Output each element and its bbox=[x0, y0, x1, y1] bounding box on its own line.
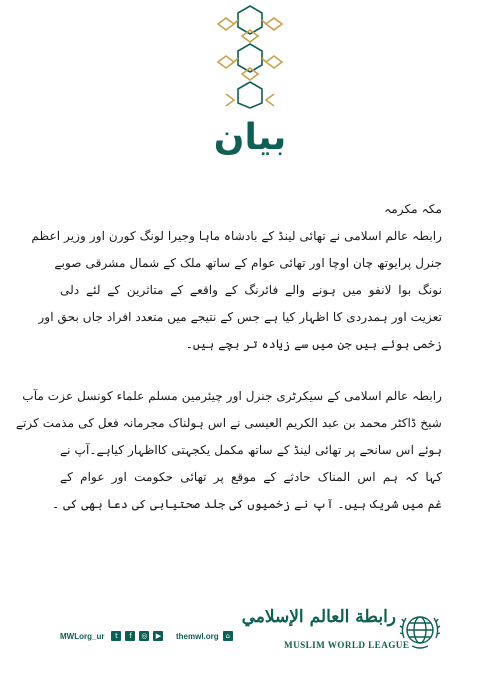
geometric-ornament-icon bbox=[214, 0, 286, 108]
paragraph-2-line: رابطہ عالم اسلامی کے سیکرٹری جنرل اور چیئرمین مسلم علماء کونسل عزت مآب bbox=[22, 389, 442, 403]
paragraph-spacer bbox=[60, 358, 442, 383]
social-handle[interactable]: MWLorg_ur bbox=[60, 631, 105, 641]
paragraph-2-line: کہا کہ ہم اس المناک حادثے کے موقع پر تھائی حکومت اور عوام کے bbox=[60, 470, 442, 484]
facebook-icon[interactable]: f bbox=[125, 631, 135, 641]
paragraph-1-line: جنرل پرایوتھ چان اوچا اور تھائی عوام کے ساتھ ملک کے شمال مشرقی صوبے bbox=[54, 256, 442, 270]
paragraph-2-line: شیخ ڈاکٹر محمد بن عبد الکریم العیسی نے اس ہولناک مجرمانہ فعل کی مذمت کرتے bbox=[15, 416, 442, 430]
home-icon: ⌂ bbox=[223, 631, 233, 641]
social-links bbox=[60, 631, 163, 641]
paragraph-2-line: غم میں شریک ہیں۔ آپ نے زخمیوں کی جلد صحتیابی کی دعا بھی کی ۔ bbox=[52, 497, 442, 511]
paragraph-1-line: زخمی ہوئے ہیں جن میں سے زیادہ تر بچے ہیں۔ bbox=[185, 337, 442, 351]
paragraph-2-line: ہوئے اس سانحے پر تھائی لینڈ کے ساتھ مکمل یکجہتی کااظہار کیاہے۔آپ نے bbox=[60, 443, 442, 457]
mwl-emblem-icon bbox=[398, 608, 442, 652]
footer bbox=[0, 590, 500, 680]
twitter-icon[interactable]: t bbox=[111, 631, 121, 641]
logo-arabic-text: رابطة العالم الإسلامي bbox=[241, 607, 396, 627]
page-title: بیان bbox=[213, 117, 287, 158]
paragraph-1-line: تعزیت اور ہمدردی کا اظہار کیا ہے جس کے نتیجے میں متعدد افراد جاں بحق اور bbox=[38, 310, 442, 324]
paragraph-1-line: نونگ بوا لانفو میں ہونے والے فائرنگ کے واقعے کے متاثرین کے لئے دلی bbox=[60, 283, 442, 297]
website-link[interactable] bbox=[176, 631, 233, 641]
logo-english-text: MUSLIM WORLD LEAGUE bbox=[284, 640, 410, 650]
dateline: مکہ مکرمہ bbox=[384, 202, 442, 216]
website-text: themwl.org bbox=[176, 631, 219, 641]
instagram-icon[interactable]: ◎ bbox=[141, 632, 148, 640]
statement-body bbox=[15, 196, 442, 518]
youtube-icon[interactable]: ▶ bbox=[153, 631, 163, 641]
paragraph-1-line: رابطہ عالم اسلامی نے تھائی لینڈ کے بادشاہ ماہا وجیرا لونگ کورن اور وزیر اعظم bbox=[31, 229, 442, 243]
